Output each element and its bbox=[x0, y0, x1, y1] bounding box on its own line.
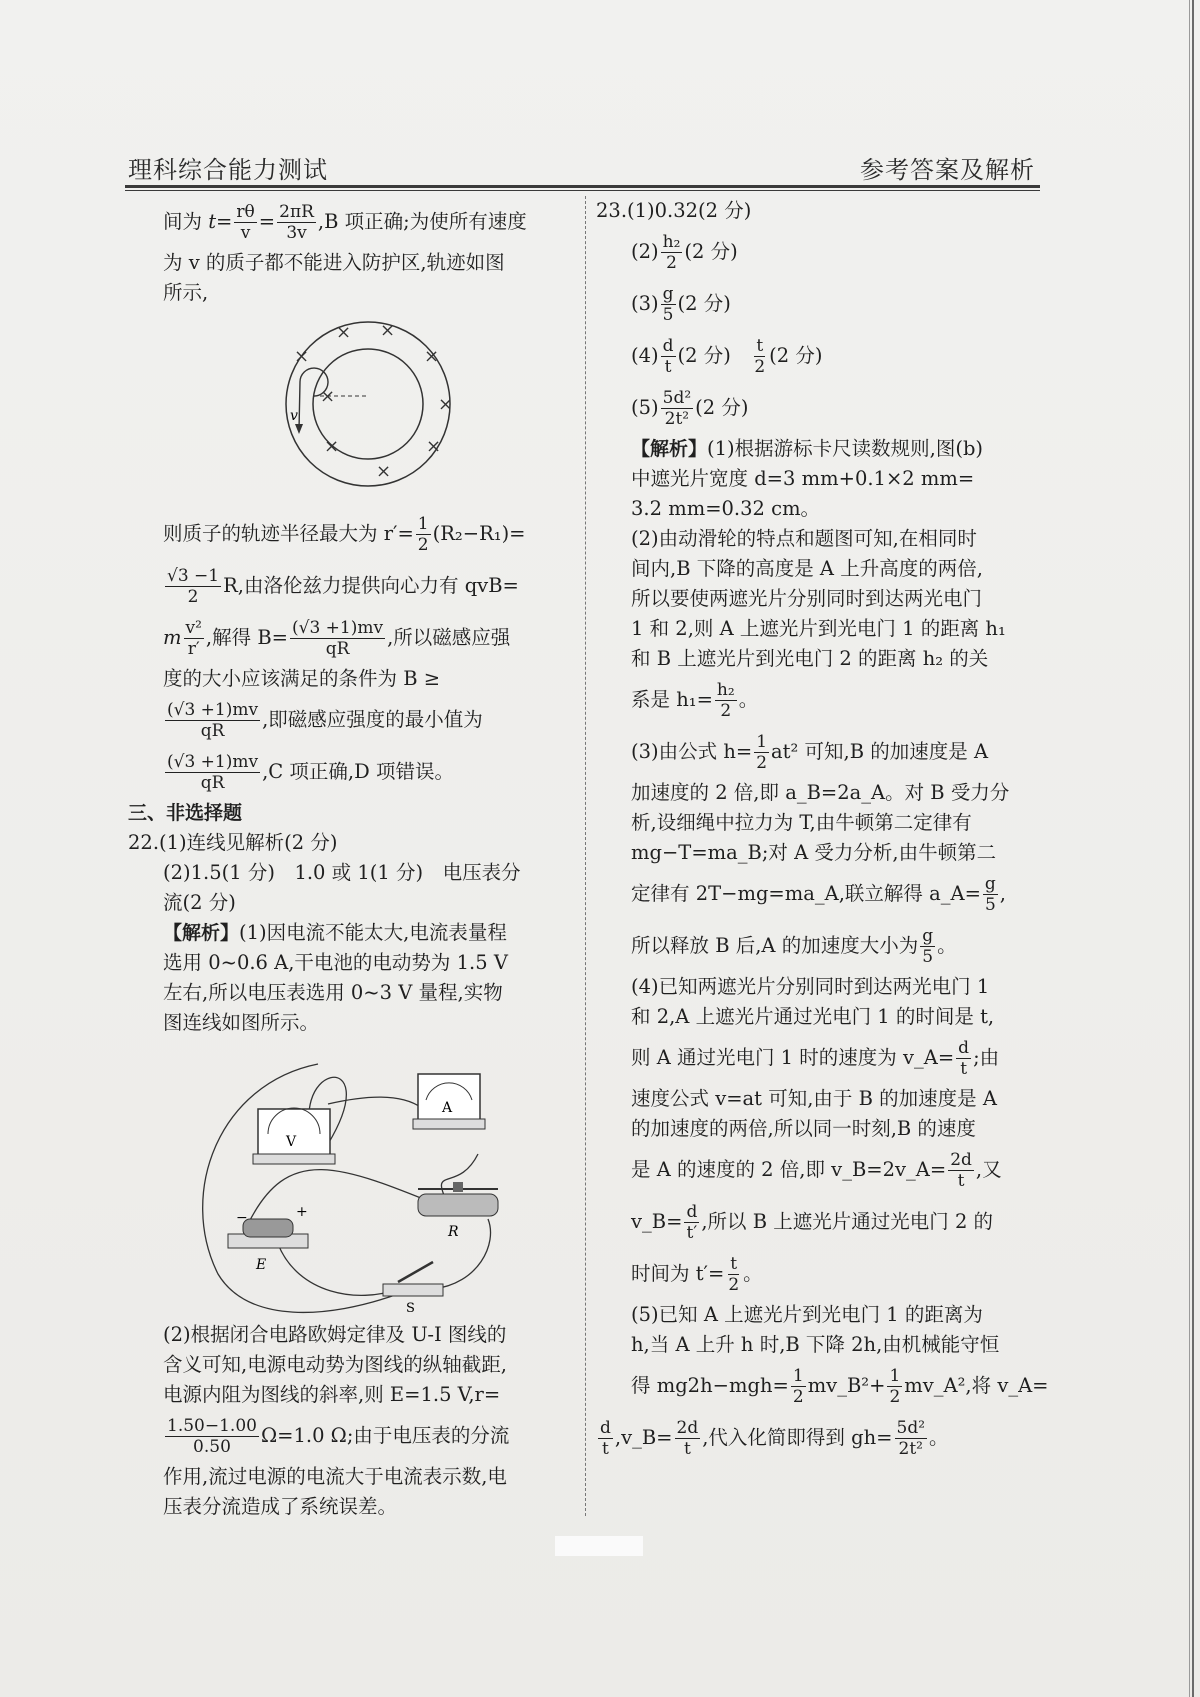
text-line: 和 2,A 上遮光片通过光电门 1 的时间是 t, bbox=[631, 1005, 995, 1028]
text-line: 电源内阻为图线的斜率,则 E=1.5 V,r= bbox=[163, 1383, 501, 1406]
text-line: (4)已知两遮光片分别同时到达两光电门 1 bbox=[631, 975, 990, 998]
fraction bbox=[715, 680, 737, 721]
numerator: 5d² bbox=[662, 388, 692, 408]
text: 。 bbox=[929, 1426, 949, 1449]
denominator: 2 bbox=[417, 535, 429, 555]
text: (4) bbox=[631, 344, 659, 367]
answer-line: 22.(1)连线见解析(2 分) bbox=[128, 831, 338, 854]
denominator: qR bbox=[200, 721, 225, 741]
rheostat-label: R bbox=[448, 1224, 459, 1240]
rheostat bbox=[418, 1182, 498, 1240]
text: (3)由公式 h= bbox=[631, 740, 753, 763]
text-line bbox=[128, 196, 578, 248]
text-line bbox=[128, 508, 578, 560]
denominator: 3v bbox=[286, 223, 307, 243]
text: 间为 bbox=[163, 210, 203, 233]
denominator: 2 bbox=[666, 253, 677, 273]
text: (2) bbox=[631, 240, 659, 263]
fraction bbox=[675, 1418, 701, 1459]
fraction bbox=[234, 202, 256, 243]
velocity-arrow bbox=[295, 424, 303, 434]
numerator: 2πR bbox=[279, 202, 314, 222]
cross: × bbox=[424, 346, 440, 367]
text: ,又 bbox=[975, 1158, 1002, 1181]
fraction bbox=[661, 284, 676, 325]
answer-line bbox=[596, 330, 1036, 382]
numerator: 1 bbox=[792, 1366, 804, 1386]
formula: = bbox=[258, 210, 276, 233]
text: (1)因电流不能太大,电流表量程 bbox=[239, 921, 507, 944]
answer-line bbox=[596, 226, 1036, 278]
text: at² 可知,B 的加速度是 A bbox=[771, 740, 989, 763]
text-line: 所示, bbox=[163, 281, 209, 304]
text: 得 mg2h−mgh= bbox=[631, 1374, 789, 1397]
denominator: 2 bbox=[728, 1275, 740, 1295]
fraction bbox=[598, 1418, 613, 1459]
ammeter bbox=[413, 1074, 485, 1129]
cross: × bbox=[320, 386, 336, 407]
text-line: 的加速度的两倍,所以同一时刻,B 的速度 bbox=[631, 1117, 976, 1140]
text-line: 和 B 上遮光片到光电门 2 的距离 h₂ 的关 bbox=[631, 647, 989, 670]
text-line: h,当 A 上升 h 时,B 下降 2h,由机械能守恒 bbox=[631, 1333, 1000, 1356]
text: 是 A 的速度的 2 倍,即 v_B=2v_A= bbox=[631, 1158, 947, 1181]
right-column bbox=[596, 196, 1049, 1464]
numerator: 1.50−1.00 bbox=[167, 1416, 257, 1436]
fraction bbox=[661, 336, 676, 377]
fraction bbox=[184, 618, 204, 659]
analysis-tag: 【解析】 bbox=[631, 438, 708, 460]
text: ,所以磁感应强 bbox=[387, 626, 511, 649]
denominator: 2 bbox=[889, 1387, 901, 1407]
plus-label: + bbox=[296, 1204, 308, 1220]
numerator: d bbox=[600, 1418, 611, 1438]
fraction bbox=[290, 618, 385, 659]
text-line: 为 v 的质子都不能进入防护区,轨迹如图 bbox=[163, 251, 505, 274]
denominator: 2 bbox=[792, 1387, 804, 1407]
cross: × bbox=[376, 461, 392, 482]
text: 。 bbox=[743, 1262, 763, 1285]
switch bbox=[383, 1262, 443, 1314]
answer-line bbox=[596, 382, 1036, 434]
text: 。 bbox=[738, 688, 759, 711]
minus-label: − bbox=[236, 1210, 248, 1226]
text: R,由洛伦兹力提供向心力有 qvB= bbox=[223, 574, 519, 597]
cross: × bbox=[426, 436, 442, 457]
denominator: qR bbox=[325, 639, 350, 659]
text: (2 分) bbox=[684, 240, 738, 263]
column-divider bbox=[585, 196, 587, 1516]
formula: t= bbox=[208, 210, 233, 233]
text: (5) bbox=[631, 396, 659, 419]
denominator: r′ bbox=[187, 639, 200, 659]
numerator: 1 bbox=[889, 1366, 901, 1386]
text: ,B 项正确;为使所有速度 bbox=[317, 210, 527, 233]
text-line bbox=[596, 1248, 1036, 1300]
text-line: 析,设细绳中拉力为 T,由牛顿第二定律有 bbox=[631, 811, 972, 834]
text-line: 3.2 mm=0.32 cm。 bbox=[631, 497, 821, 520]
numerator: 2d bbox=[950, 1150, 972, 1170]
fraction bbox=[983, 874, 998, 915]
text: mv_A²,将 v_A= bbox=[904, 1374, 1049, 1397]
fraction bbox=[726, 1254, 741, 1295]
text-line: (5)已知 A 上遮光片到光电门 1 的距离为 bbox=[631, 1303, 983, 1326]
battery-label: E bbox=[256, 1257, 267, 1273]
text-line bbox=[128, 746, 578, 798]
numerator: 5d² bbox=[896, 1418, 926, 1438]
cross: × bbox=[380, 320, 396, 341]
text: m bbox=[163, 626, 182, 649]
switch-label: S bbox=[406, 1301, 415, 1314]
fraction bbox=[165, 566, 221, 607]
ammeter-label: A bbox=[442, 1100, 453, 1116]
text-line bbox=[128, 1410, 578, 1462]
numerator: (√3 +1)mv bbox=[292, 618, 384, 638]
text-line: 中遮光片宽度 d=3 mm+0.1×2 mm= bbox=[631, 467, 975, 490]
text-line bbox=[596, 674, 1036, 726]
text-line bbox=[596, 868, 1036, 920]
text-line: 作用,流过电源的电流大于电流表示数,电 bbox=[163, 1465, 507, 1488]
fraction bbox=[895, 1418, 928, 1459]
text: Ω=1.0 Ω;由于电压表的分流 bbox=[260, 1424, 510, 1447]
numerator: t bbox=[730, 1254, 738, 1274]
text-line: (2)根据闭合电路欧姆定律及 U-I 图线的 bbox=[163, 1323, 507, 1346]
text: mv_B²+ bbox=[807, 1374, 886, 1397]
text-line bbox=[596, 1360, 1049, 1412]
numerator: g bbox=[984, 874, 996, 894]
text-line: 所以要使两遮光片分别同时到达两光电门 bbox=[631, 587, 983, 610]
cross: × bbox=[336, 322, 352, 343]
answer-line: 23.(1)0.32(2 分) bbox=[596, 199, 752, 222]
fraction bbox=[887, 1366, 902, 1407]
denominator: 2 bbox=[720, 701, 732, 721]
fraction bbox=[752, 336, 767, 377]
denominator: 2 bbox=[756, 753, 768, 773]
fraction bbox=[684, 1202, 699, 1243]
text-line: 图连线如图所示。 bbox=[163, 1011, 320, 1034]
denominator: t bbox=[602, 1439, 609, 1459]
analysis-line bbox=[128, 918, 578, 948]
battery bbox=[228, 1204, 308, 1273]
text: v_B= bbox=[631, 1210, 683, 1233]
numerator: d bbox=[662, 336, 674, 356]
text: 所以释放 B 后,A 的加速度大小为 bbox=[631, 934, 919, 957]
fraction bbox=[791, 1366, 806, 1407]
answer-line: (2)1.5(1 分) 1.0 或 1(1 分) 电压表分 bbox=[163, 861, 521, 884]
text-line bbox=[596, 1144, 1036, 1196]
numerator: d bbox=[686, 1202, 698, 1222]
scan-edge-inner bbox=[1189, 0, 1190, 1697]
numerator: rθ bbox=[236, 202, 255, 222]
denominator: t bbox=[664, 357, 672, 377]
text: 时间为 t′= bbox=[631, 1262, 725, 1285]
text: 则 A 通过光电门 1 时的速度为 v_A= bbox=[631, 1046, 955, 1069]
fraction bbox=[920, 926, 935, 967]
numerator: h₂ bbox=[716, 680, 735, 700]
denominator: 2t² bbox=[898, 1439, 923, 1459]
fraction bbox=[165, 1416, 259, 1457]
text-line bbox=[596, 1032, 1036, 1084]
denominator: 2 bbox=[187, 587, 199, 607]
text: 则质子的轨迹半径最大为 r′= bbox=[163, 522, 414, 545]
text: 系是 h₁= bbox=[631, 688, 713, 711]
section-heading: 三、非选择题 bbox=[128, 802, 243, 824]
text: ,代入化简即得到 gh= bbox=[702, 1426, 893, 1449]
numerator: (√3 +1)mv bbox=[167, 700, 259, 720]
text-line bbox=[596, 920, 1036, 972]
fraction bbox=[165, 700, 260, 741]
numerator: v² bbox=[185, 618, 202, 638]
denominator: qR bbox=[200, 773, 225, 793]
header-subject: 理科综合能力测试 bbox=[128, 156, 328, 184]
denominator: t bbox=[960, 1059, 968, 1079]
fraction bbox=[416, 514, 431, 555]
header-section: 参考答案及解析 bbox=[860, 156, 1035, 184]
voltmeter bbox=[253, 1108, 335, 1164]
numerator: t bbox=[756, 336, 764, 356]
fraction bbox=[277, 202, 316, 243]
analysis-tag: 【解析】 bbox=[163, 922, 240, 944]
text: ,即磁感应强度的最小值为 bbox=[262, 708, 483, 731]
ring-figure bbox=[268, 312, 468, 502]
denominator: t bbox=[683, 1439, 691, 1459]
text: 。 bbox=[937, 934, 957, 957]
text: (2 分) bbox=[677, 292, 731, 315]
text: ,解得 B= bbox=[205, 626, 288, 649]
numerator: (√3 +1)mv bbox=[167, 752, 259, 772]
numerator: √3 −1 bbox=[167, 566, 220, 586]
denominator: 5 bbox=[922, 947, 934, 967]
numerator: 2d bbox=[676, 1418, 699, 1438]
text: (1)根据游标卡尺读数规则,图(b) bbox=[707, 437, 984, 460]
text-line: 度的大小应该满足的条件为 B ≥ bbox=[163, 667, 441, 690]
text-line: 选用 0~0.6 A,干电池的电动势为 1.5 V bbox=[163, 951, 508, 974]
text-line: (2)由动滑轮的特点和题图可知,在相同时 bbox=[631, 527, 977, 550]
denominator: 5 bbox=[662, 305, 674, 325]
denominator: t bbox=[957, 1171, 965, 1191]
text: (3) bbox=[631, 292, 659, 315]
denominator: t′ bbox=[686, 1223, 698, 1243]
text: (2 分) bbox=[769, 344, 823, 367]
text-line bbox=[128, 612, 578, 664]
answer-line bbox=[596, 278, 1036, 330]
denominator: 2 bbox=[754, 357, 766, 377]
circuit-figure bbox=[158, 1044, 568, 1314]
text-line bbox=[596, 1196, 1036, 1248]
text: ,C 项正确,D 项错误。 bbox=[262, 760, 454, 783]
numerator: d bbox=[958, 1038, 970, 1058]
wire bbox=[278, 1244, 398, 1295]
voltmeter-label: V bbox=[286, 1134, 297, 1150]
numerator: h₂ bbox=[662, 232, 681, 252]
text-line: 压表分流造成了系统误差。 bbox=[163, 1495, 398, 1518]
header-rule bbox=[125, 185, 1040, 188]
text: (R₂−R₁)= bbox=[432, 522, 526, 545]
numerator: 1 bbox=[417, 514, 429, 534]
denominator: 2t² bbox=[664, 409, 690, 429]
text: (2 分) bbox=[677, 344, 751, 367]
text-line bbox=[128, 694, 578, 746]
text-line: mg−T=ma_B;对 A 受力分析,由牛顿第二 bbox=[631, 841, 997, 864]
fraction bbox=[956, 1038, 971, 1079]
fraction bbox=[661, 388, 694, 429]
fraction bbox=[165, 752, 260, 793]
numerator: g bbox=[662, 284, 674, 304]
text-line: 含义可知,电源电动势为图线的纵轴截距, bbox=[163, 1353, 507, 1376]
scan-edge bbox=[1192, 0, 1194, 1697]
text: ,所以 B 上遮光片通过光电门 2 的 bbox=[701, 1210, 994, 1233]
numerator: 1 bbox=[756, 732, 768, 752]
answer-line: 流(2 分) bbox=[163, 891, 236, 914]
text-line: 速度公式 v=at 可知,由于 B 的加速度是 A bbox=[631, 1087, 997, 1110]
fraction bbox=[661, 232, 683, 273]
fraction bbox=[754, 732, 769, 773]
text: ;由 bbox=[973, 1046, 1000, 1069]
left-column bbox=[128, 196, 578, 1522]
text-line bbox=[128, 560, 578, 612]
page-number-mask bbox=[555, 1536, 643, 1556]
cross: × bbox=[438, 394, 454, 415]
text-line: 间内,B 下降的高度是 A 上升高度的两倍, bbox=[631, 557, 983, 580]
text-line: 左右,所以电压表选用 0~3 V 量程,实物 bbox=[163, 981, 503, 1004]
text: (2 分) bbox=[695, 396, 749, 419]
velocity-label: v bbox=[290, 408, 298, 424]
text: ,v_B= bbox=[614, 1426, 673, 1449]
denominator: v bbox=[240, 223, 251, 243]
text-line bbox=[596, 726, 1036, 778]
wire bbox=[433, 1219, 491, 1289]
text: , bbox=[999, 882, 1006, 905]
text: 定律有 2T−mg=ma_A,联立解得 a_A= bbox=[631, 882, 981, 905]
cross: × bbox=[294, 346, 310, 367]
denominator: 5 bbox=[984, 895, 996, 915]
wire bbox=[248, 1170, 448, 1224]
numerator: g bbox=[922, 926, 934, 946]
text-line: 1 和 2,则 A 上遮光片到光电门 1 的距离 h₁ bbox=[631, 617, 1006, 640]
cross: × bbox=[324, 436, 340, 457]
fraction bbox=[948, 1150, 974, 1191]
text-line bbox=[596, 1412, 1036, 1464]
header-rule-thin bbox=[125, 190, 1040, 191]
text-line: 加速度的 2 倍,即 a_B=2a_A。对 B 受力分 bbox=[631, 781, 1010, 804]
denominator: 0.50 bbox=[193, 1437, 231, 1457]
analysis-line bbox=[596, 434, 1036, 464]
